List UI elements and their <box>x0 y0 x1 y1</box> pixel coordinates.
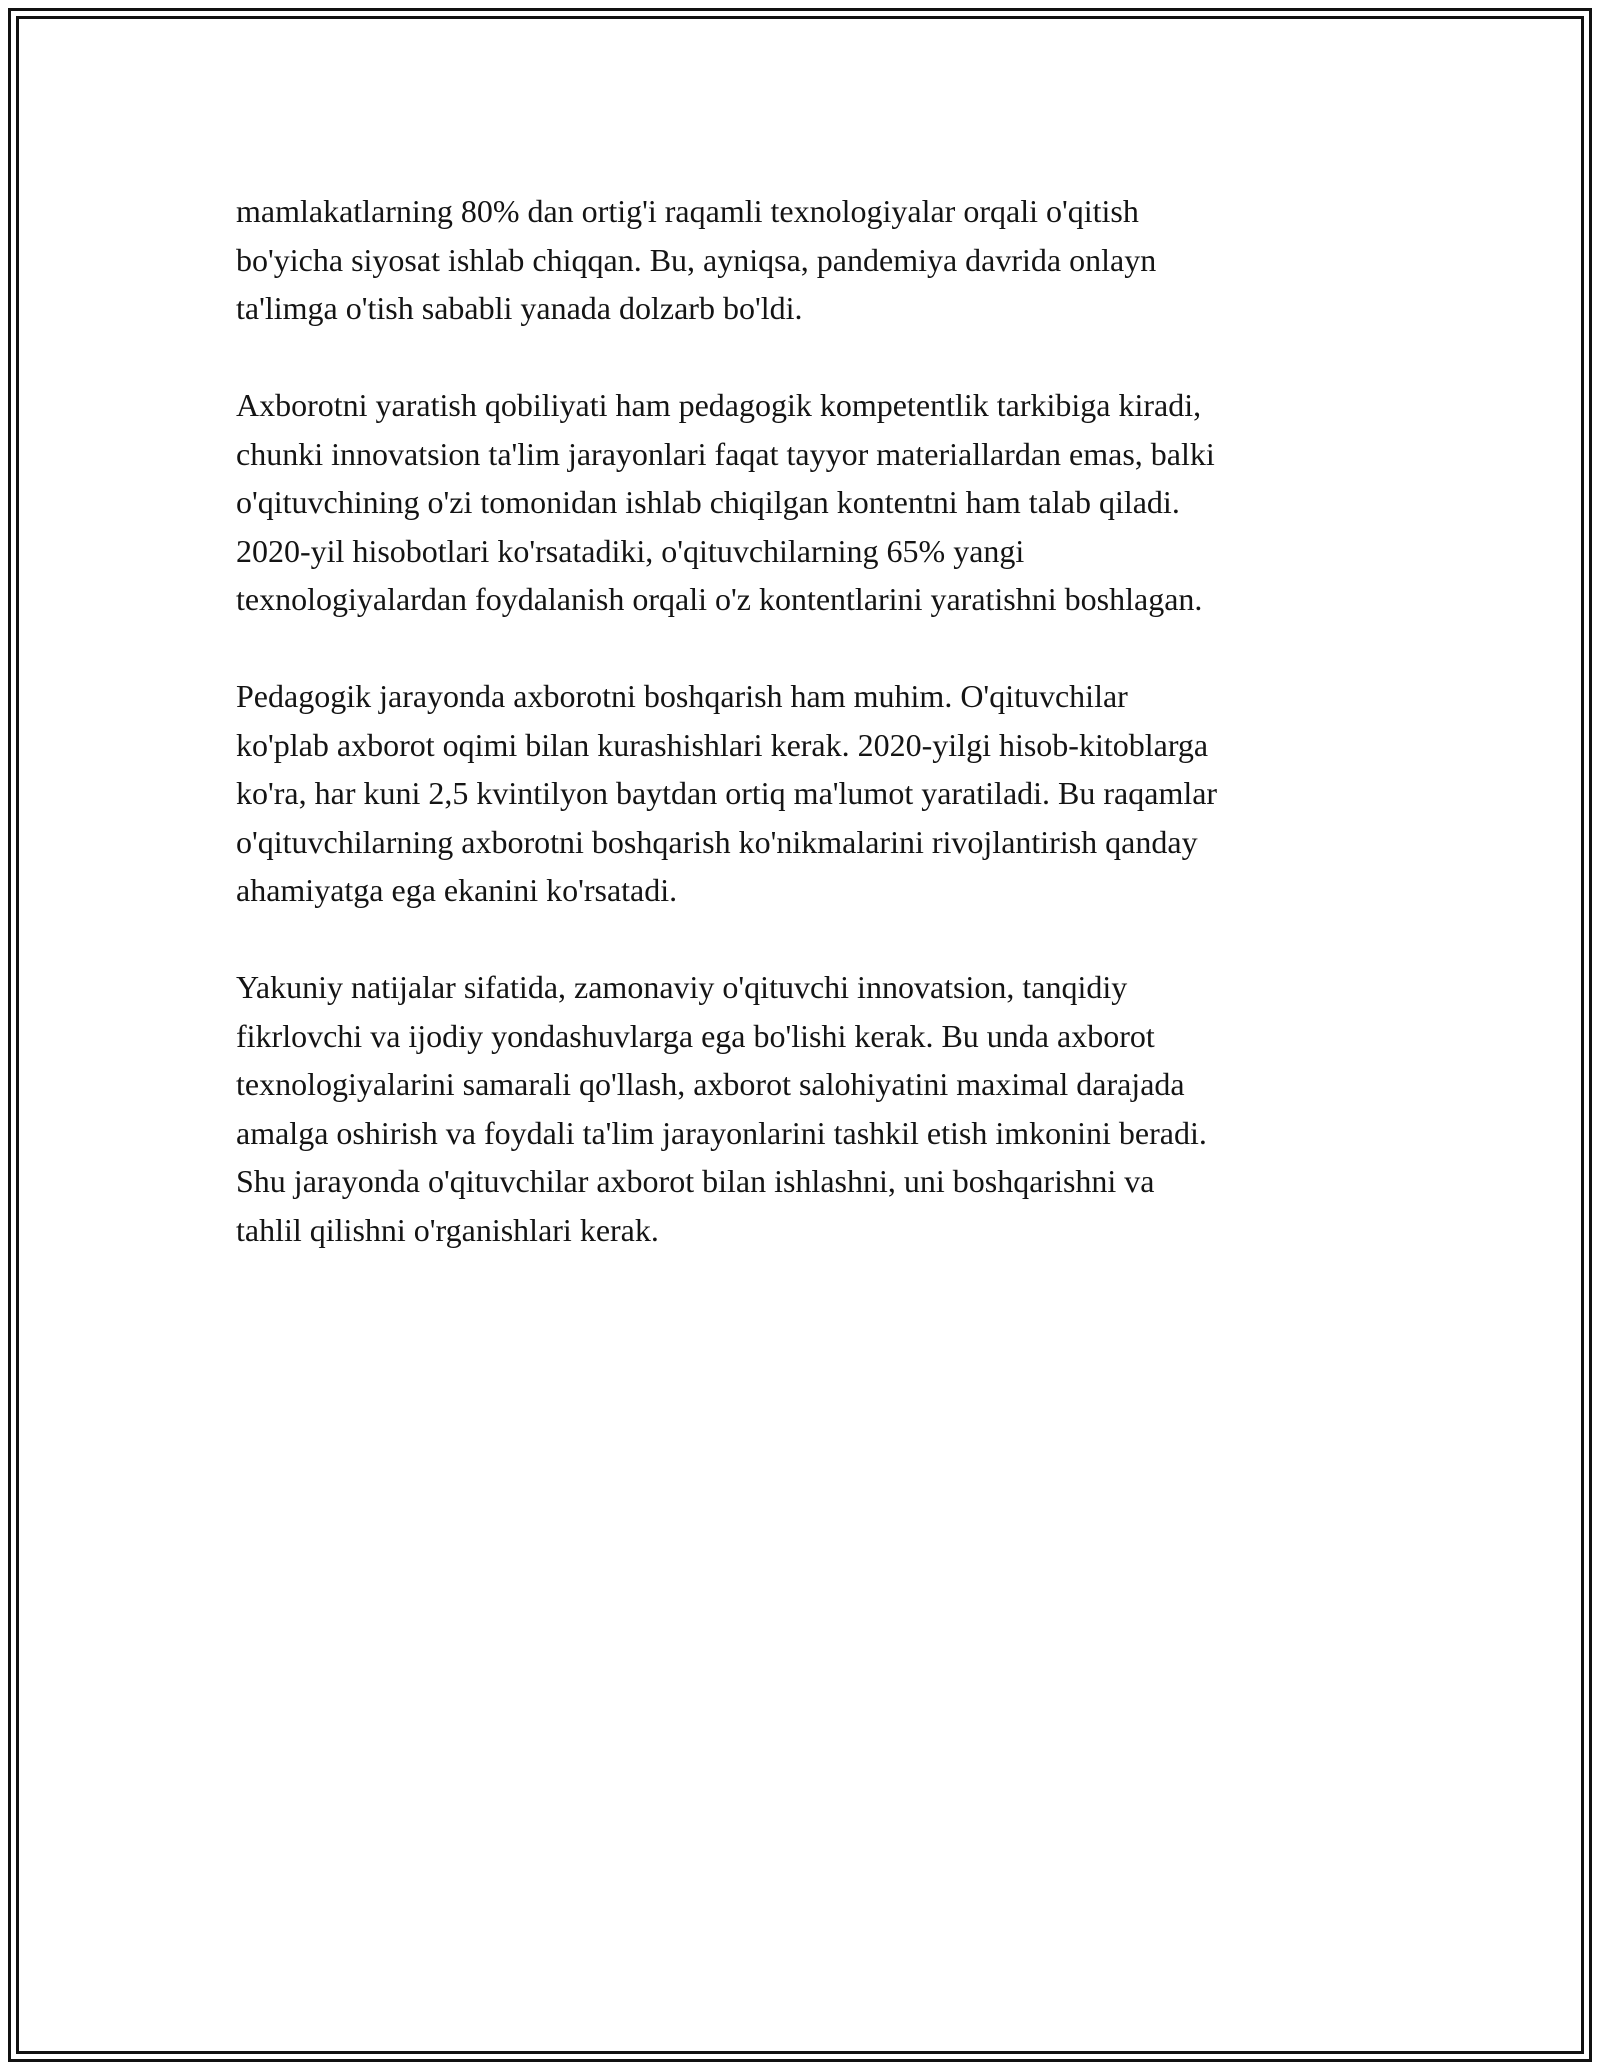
text-line: o'qituvchining o'zi tomonidan ishlab chiqilgan kontentni ham talab qiladi. <box>236 484 1180 520</box>
text-line: Pedagogik jarayonda axborotni boshqarish ham muhim. O'qituvchilar <box>236 678 1128 714</box>
text-line: ko'plab axborot oqimi bilan kurashishlari kerak. 2020-yilgi hisob-kitoblarga <box>236 726 1209 763</box>
paragraph-2 <box>236 381 1376 624</box>
text-line: texnologiyalarini samarali qo'llash, axborot salohiyatini maximal darajada <box>236 1066 1185 1102</box>
text-line: amalga oshirish va foydali ta'lim jarayonlarini tashkil etish imkonini beradi. <box>236 1114 1207 1151</box>
text-line: bo'yicha siyosat ishlab chiqqan. Bu, ayniqsa, pandemiya davrida onlayn <box>236 241 1157 278</box>
text-line: chunki innovatsion ta'lim jarayonlari faqat tayyor materiallardan emas, balki <box>236 435 1215 472</box>
text-line: Shu jarayonda o'qituvchilar axborot bilan ishlashni, uni boshqarishni va <box>236 1163 1155 1199</box>
text-line: o'qituvchilarning axborotni boshqarish ko'nikmalarini rivojlantirish qanday <box>236 823 1198 860</box>
document-body <box>236 187 1376 1303</box>
text-line: mamlakatlarning 80% dan ortig'i raqamli texnologiyalar orqali o'qitish <box>236 193 1139 229</box>
text-line: Yakuniy natijalar sifatida, zamonaviy o'qituvchi innovatsion, tanqidiy <box>236 969 1128 1005</box>
text-line: texnologiyalardan foydalanish orqali o'z kontentlarini yaratishni boshlagan. <box>236 581 1203 617</box>
text-line: ta'limga o'tish sababli yanada dolzarb bo'ldi. <box>236 290 803 326</box>
text-line: ahamiyatga ega ekanini ko'rsatadi. <box>236 872 678 908</box>
text-line: Axborotni yaratish qobiliyati ham pedagogik kompetentlik tarkibiga kiradi, <box>236 387 1202 423</box>
text-line: 2020-yil hisobotlari ko'rsatadiki, o'qituvchilarning 65% yangi <box>236 532 1025 569</box>
paragraph-3 <box>236 672 1376 915</box>
paragraph-1 <box>236 187 1376 333</box>
text-line: tahlil qilishni o'rganishlari kerak. <box>236 1211 659 1248</box>
paragraph-4 <box>236 963 1376 1254</box>
text-line: ko'ra, har kuni 2,5 kvintilyon baytdan ortiq ma'lumot yaratiladi. Bu raqamlar <box>236 775 1218 811</box>
text-line: fikrlovchi va ijodiy yondashuvlarga ega bo'lishi kerak. Bu unda axborot <box>236 1017 1155 1054</box>
